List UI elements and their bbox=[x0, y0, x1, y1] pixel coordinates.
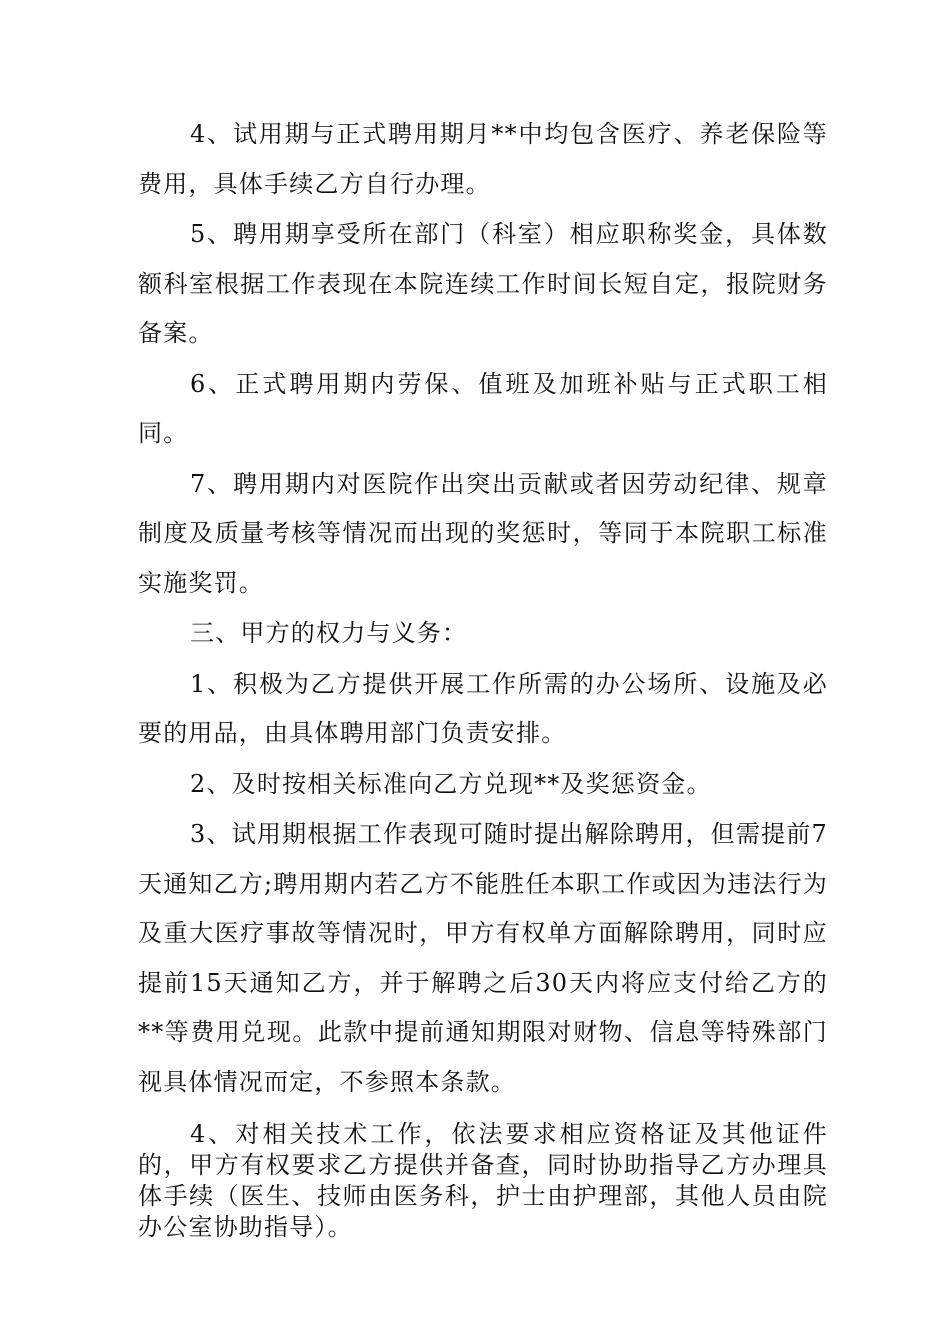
paragraph-a2-payment: 2、及时按相关标准向乙方兑现**及奖惩资金。 bbox=[190, 769, 712, 798]
section-heading-party-a: 三、甲方的权力与义务： bbox=[190, 619, 468, 647]
paragraph-a4-certificates: 4、对相关技术工作，依法要求相应资格证及其他证件的，甲方有权要求乙方提供并备查，同时协助指导乙方办理具体手续（医生、技师由医务科，护士由护理部，其他人员由院办公室协助指导）。 bbox=[138, 1120, 828, 1241]
paragraph-5-bonus: 5、聘用期享受所在部门（科室）相应职称奖金，具体数额科室根据工作表现在本院连续工作时间长短自定，报院财务备案。 bbox=[138, 220, 828, 347]
paragraph-a1-office: 1、积极为乙方提供开展工作所需的办公场所、设施及必要的用品，由具体聘用部门负责安排。 bbox=[138, 669, 828, 747]
document-page bbox=[138, 110, 828, 1243]
paragraph-7-rewards: 7、聘用期内对医院作出突出贡献或者因劳动纪律、规章制度及质量考核等情况而出现的奖惩时，等同于本院职工标准实施奖罚。 bbox=[138, 469, 828, 597]
paragraph-4-insurance: 4、试用期与正式聘用期月**中均包含医疗、养老保险等费用，具体手续乙方自行办理。 bbox=[138, 120, 828, 198]
paragraph-a3-termination: 3、试用期根据工作表现可随时提出解除聘用，但需提前7天通知乙方;聘用期内若乙方不能胜任本职工作或因为违法行为及重大医疗事故等情况时，甲方有权单方面解除聘用，同时应提前15天通知乙方，并于解聘之后30天内将应支付给乙方的**等费用兑现。此款中提前通知期限对财物、信息等特殊部门视具体情况而定，不参照本条款。 bbox=[138, 820, 828, 1096]
paragraph-6-allowance: 6、正式聘用期内劳保、值班及加班补贴与正式职工相同。 bbox=[138, 369, 828, 447]
